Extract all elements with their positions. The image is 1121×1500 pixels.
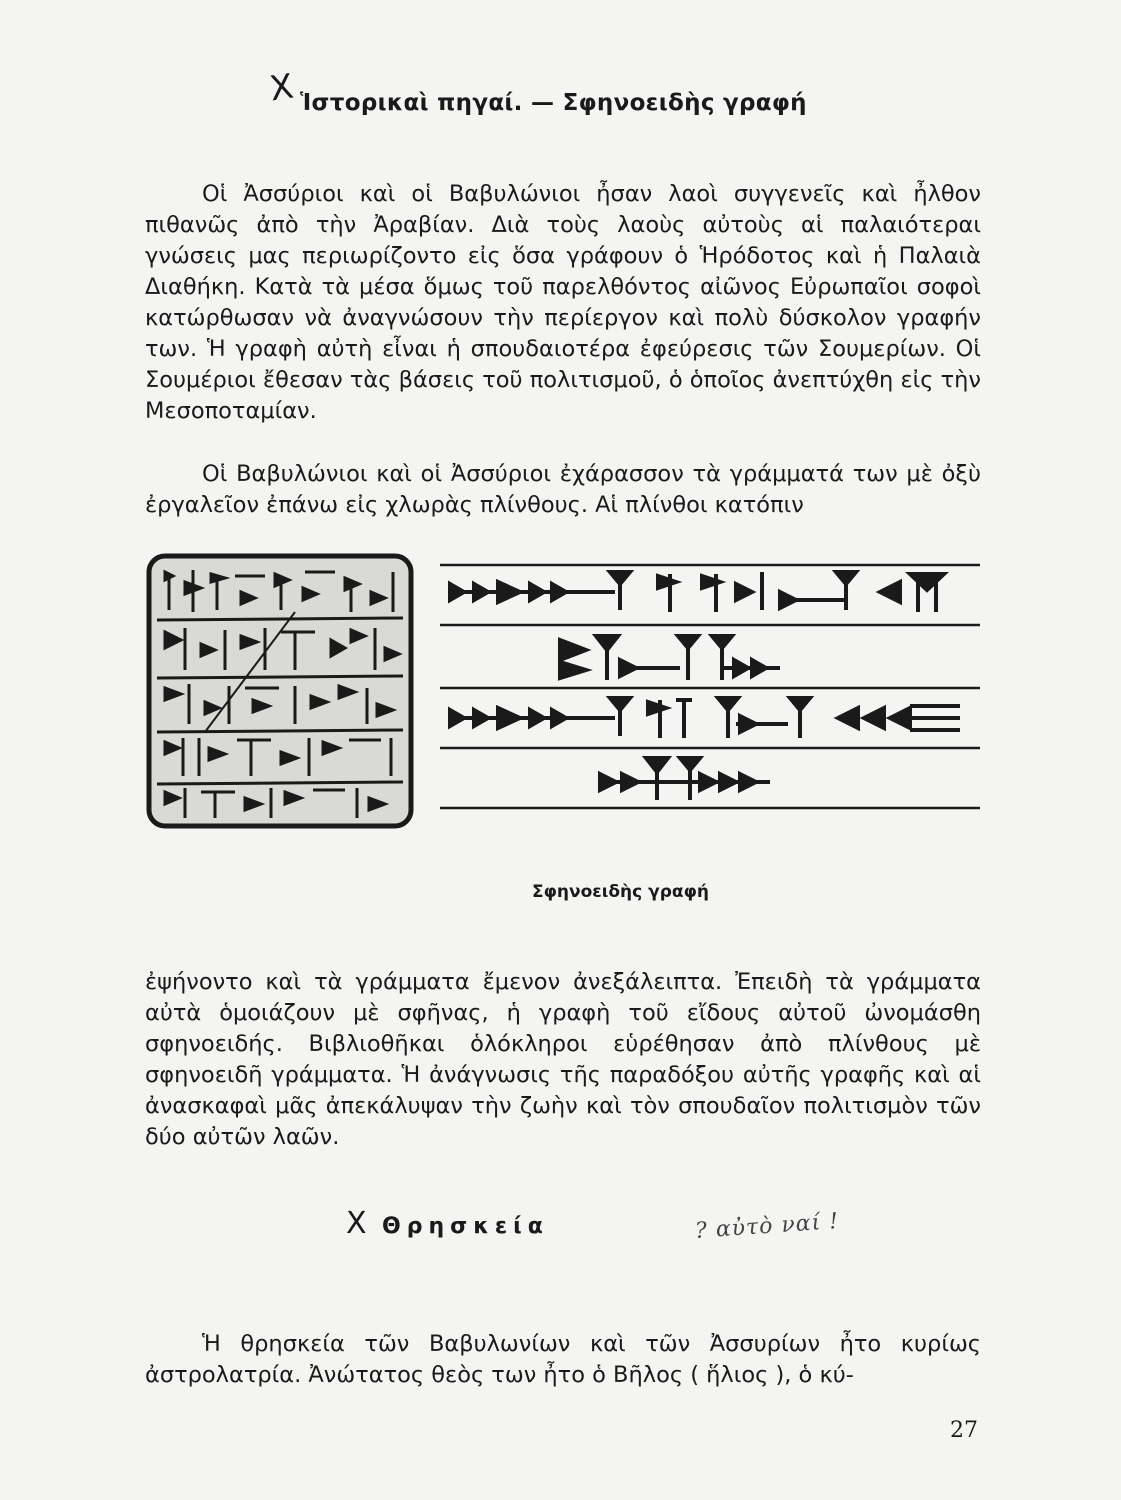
page-number: 27 [950, 1418, 978, 1443]
handwritten-x-mark: X [346, 1206, 367, 1241]
section-heading-historical-sources [267, 66, 838, 116]
clay-tablet-illustration [145, 552, 415, 830]
section-heading-religion-text: Θρησκεία [382, 1214, 549, 1239]
paragraph-clay-tablets: Οἱ Βαβυλώνιοι καὶ οἱ Ἀσσύριοι ἐχάρασσον τὰ γράμματά των μὲ ὀξὺ ἐργαλεῖον ἐπάνω εἰς χλωρὰς πλίνθους. Αἱ πλίνθοι κατόπιν [145, 460, 981, 518]
paragraph-assyrians-babylonians: Οἱ Ἀσσύριοι καὶ οἱ Βαβυλώνιοι ἦσαν λαοὶ συγγενεῖς καὶ ἦλθον πιθανῶς ἀπὸ τὴν Ἀραβίαν. Διὰ τοὺς λαοὺς αὐτοὺς αἱ παλαιότεραι γνώσεις μας περιωρίζοντο εἰς ὅσα γράφουν ὁ Ἡρόδοτος καὶ ἡ Παλαιὰ Διαθήκη. Κατὰ τὰ μέσα ὅμως τοῦ παρελθόντος αἰῶνος Εὐρωπαῖοι σοφοὶ κατώρθωσαν νὰ ἀναγνώσουν τὴν περίεργον καὶ πολὺ δύσκολον γραφήν των. Ἡ γραφὴ αὐτὴ εἶναι ἡ σπουδαιοτέρα ἐφεύρεσις τῶν Σουμερίων. Οἱ Σουμέριοι ἔθεσαν τὰς βάσεις τοῦ πολιτισμοῦ, ὁ ὁποῖος ἀνεπτύχθη εἰς τὴν Μεσοποταμίαν. [145, 180, 981, 424]
paragraph-cuneiform-name: ἐψήνοντο καὶ τὰ γράμματα ἔμενον ἀνεξάλειπτα. Ἐπειδὴ τὰ γράμματα αὐτὰ ὁμοιάζουν μὲ σφῆνας, ἡ γραφὴ τοῦ εἴδους αὐτοῦ ὠνομάσθη σφηνοειδής. Βιβλιοθῆκαι ὁλόκληροι εὑρέθησαν ἀπὸ πλίνθους μὲ σφηνοειδῆ γράμματα. Ἡ ἀνάγνωσις τῆς παραδόξου αὐτῆς γραφῆς καὶ αἱ ἀνασκαφαὶ μᾶς ἀπεκάλυψαν τὴν ζωὴν καὶ τὸν σπουδαῖον πολιτισμὸν τῶν δύο αὐτῶν λαῶν. [145, 968, 981, 1150]
section-heading-text: Ἱστορικαὶ πηγαί. — Σφηνοειδὴς γραφή [300, 90, 807, 116]
paragraph-religion: Ἡ θρησκεία τῶν Βαβυλωνίων καὶ τῶν Ἀσσυρίων ἦτο κυρίως ἀστρολατρία. Ἀνώτατος θεὸς των ἦτο ὁ Βῆλος ( ἥλιος ), ὁ κύ- [145, 1330, 981, 1388]
cuneiform-lines-illustration [440, 560, 980, 810]
figure-caption: Σφηνοειδὴς γραφή [532, 882, 709, 902]
section-heading-religion [346, 1206, 549, 1241]
handwritten-margin-note: ? αὐτὸ ναί ! [694, 1209, 840, 1244]
handwritten-check-mark: X [267, 66, 297, 110]
